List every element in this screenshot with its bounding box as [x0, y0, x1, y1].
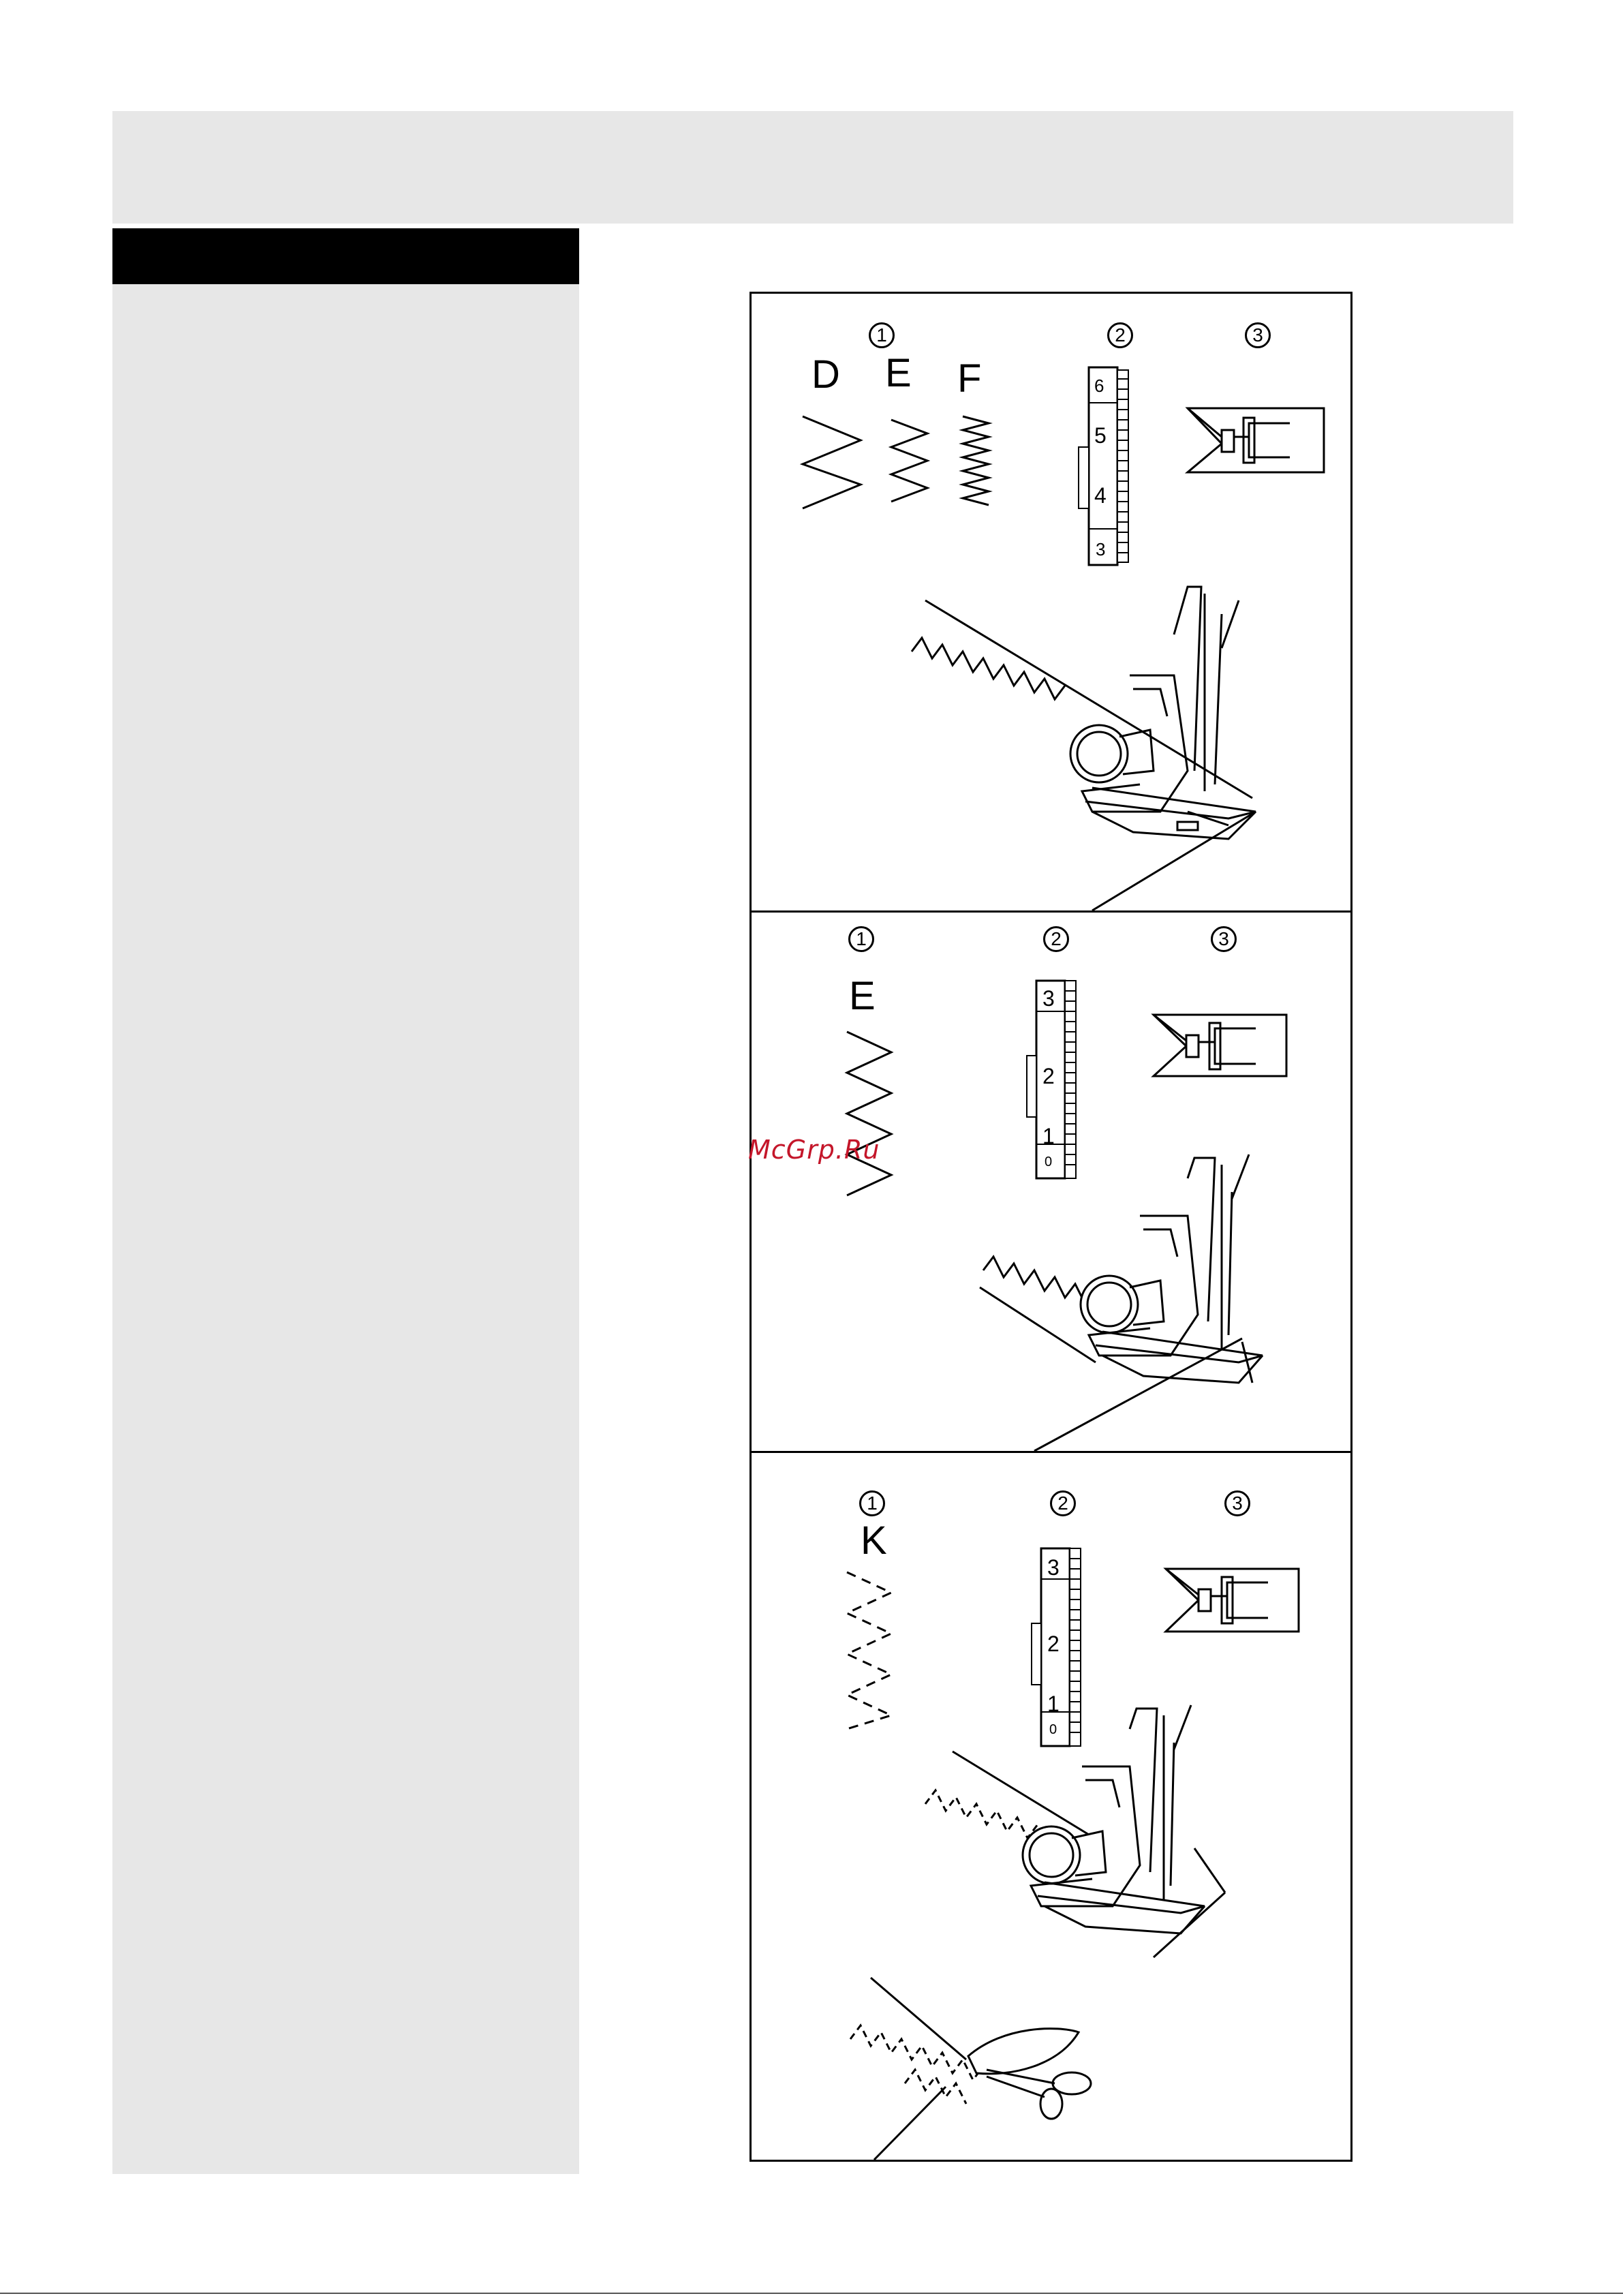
- dial-number-1: 1: [1042, 1124, 1055, 1148]
- step-marker-3: 3: [1211, 926, 1237, 952]
- stitch-letter-e: E: [849, 974, 876, 1018]
- presser-foot-icon: [1166, 1569, 1299, 1632]
- presser-foot-icon: [1154, 1015, 1286, 1076]
- scissors-trim-illustration: [850, 1978, 1091, 2160]
- step-marker-1: 1: [869, 322, 895, 348]
- dial-number-3: 3: [1096, 539, 1106, 560]
- step-marker-1: 1: [848, 926, 874, 952]
- footer-line: [0, 2293, 1623, 2294]
- stitch-letter-f: F: [957, 356, 982, 401]
- instruction-figure: [749, 292, 1352, 2162]
- dial-number-2: 2: [1042, 1064, 1055, 1088]
- dial-number-4: 4: [1094, 483, 1107, 508]
- dial-number-0: 0: [1045, 1154, 1053, 1169]
- step-marker-3: 3: [1245, 322, 1271, 348]
- figure-panel-1: [752, 294, 1350, 910]
- figure-panel-2: [752, 913, 1350, 1451]
- step-marker-2: 2: [1050, 1490, 1076, 1516]
- dial-number-0: 0: [1049, 1722, 1057, 1737]
- dashed-zigzag-stitch-k: [847, 1572, 891, 1729]
- stitch-length-dial: [1079, 367, 1128, 565]
- step-marker-2: 2: [1107, 322, 1133, 348]
- stitch-letter-e: E: [885, 351, 912, 395]
- dial-number-3: 3: [1047, 1555, 1060, 1580]
- dial-number-1: 1: [1047, 1692, 1060, 1716]
- panel1-illustration: [752, 294, 1350, 910]
- zigzag-stitch-d: [803, 416, 861, 508]
- step-marker-3: 3: [1224, 1490, 1250, 1516]
- dashed-trimmed-zigzag: [850, 2025, 983, 2080]
- dial-number-5: 5: [1094, 423, 1107, 448]
- dashed-sewn-zigzag: [925, 1790, 1038, 1838]
- stitch-letter-k: K: [861, 1518, 887, 1563]
- dial-number-2: 2: [1047, 1632, 1060, 1656]
- stitch-letter-d: D: [812, 352, 840, 397]
- sidebar-panel: [112, 284, 579, 2174]
- sewing-foot-illustration: [912, 587, 1256, 910]
- step-marker-1: 1: [859, 1490, 885, 1516]
- step-marker-2: 2: [1043, 926, 1069, 952]
- sewn-zigzag: [912, 638, 1065, 699]
- sidebar-title-bar: [112, 228, 579, 284]
- figure-panel-3: [752, 1453, 1350, 2160]
- sewing-foot-illustration: [980, 1154, 1263, 1451]
- dial-number-6: 6: [1094, 376, 1104, 396]
- zigzag-stitch-e: [847, 1032, 891, 1195]
- watermark-text: McGrp.Ru: [748, 1135, 880, 1165]
- zigzag-stitch-e: [891, 420, 927, 502]
- header-band: [112, 111, 1513, 224]
- sewn-zigzag: [983, 1257, 1085, 1304]
- presser-foot-icon: [1188, 408, 1324, 472]
- zigzag-stitch-f: [963, 416, 989, 505]
- dial-number-3: 3: [1042, 986, 1055, 1011]
